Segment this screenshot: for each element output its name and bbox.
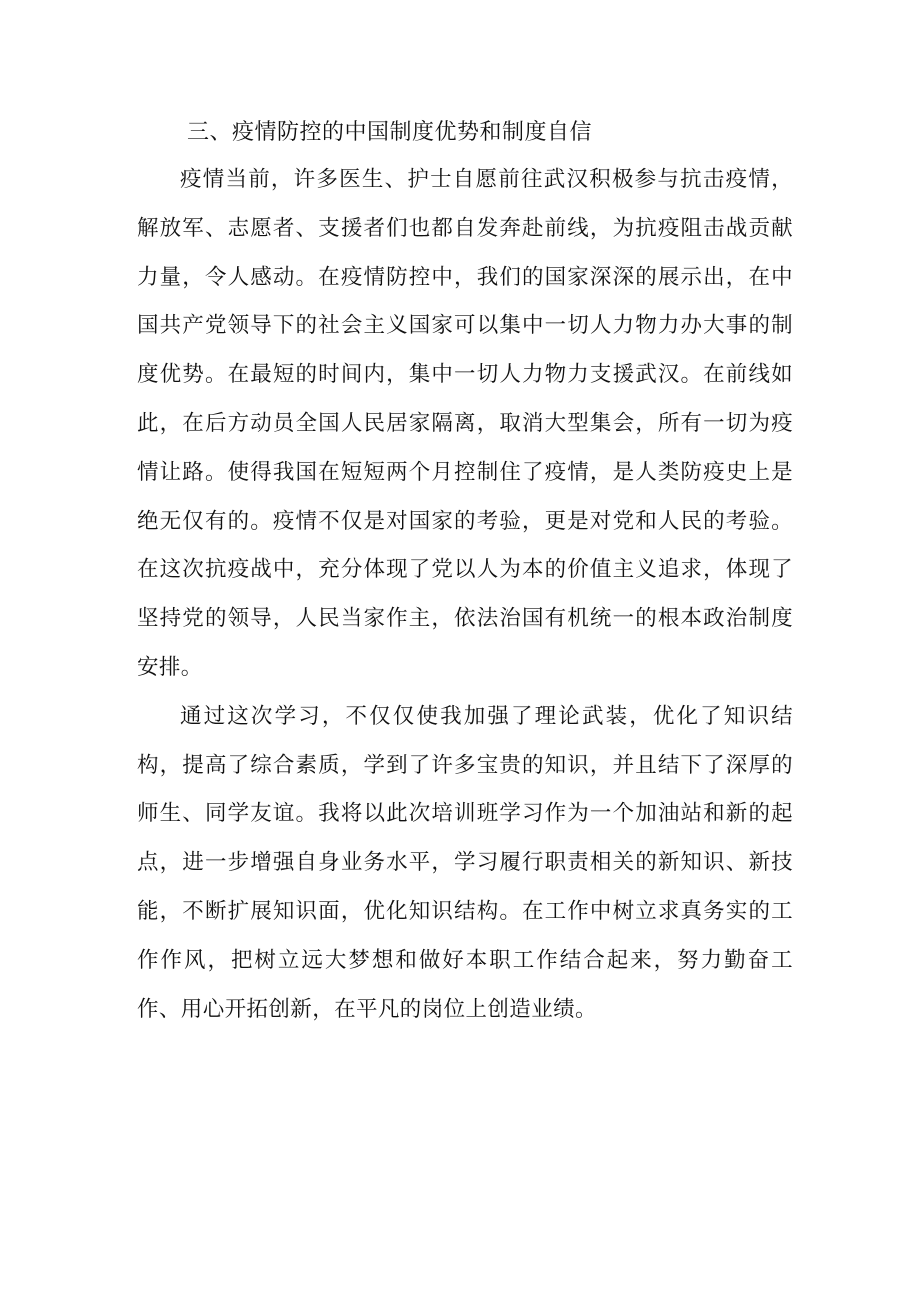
paragraph-study-reflection: 通过这次学习，不仅仅使我加强了理论武装，优化了知识结构，提高了综合素质，学到了许多宝贵的知识，并且结下了深厚的师生、同学友谊。我将以此次培训班学习作为一个加油站和新的起点，进一步增强自身业务水平，学习履行职责相关的新知识、新技能，不断扩展知识面，优化知识结构。在工作中树立求真务实的工作作风，把树立远大梦想和做好本职工作结合起来，努力勤奋工作、用心开拓创新，在平凡的岗位上创造业绩。 xyxy=(137,703,793,1022)
section-heading: 三、疫情防控的中国制度优势和制度自信 xyxy=(187,120,593,145)
paragraph-epidemic-system-advantage: 疫情当前，许多医生、护士自愿前往武汉积极参与抗击疫情，解放军、志愿者、支援者们也都自发奔赴前线，为抗疫阻击战贡献力量，令人感动。在疫情防控中，我们的国家深深的展示出，在中国共产党领导下的社会主义国家可以集中一切人力物力办大事的制度优势。在最短的时间内，集中一切人力物力支援武汉。在前线如此，在后方动员全国人民居家隔离，取消大型集会，所有一切为疫情让路。使得我国在短短两个月控制住了疫情，是人类防疫史上是绝无仅有的。疫情不仅是对国家的考验，更是对党和人民的考验。在这次抗疫战中，充分体现了党以人为本的价值主义追求，体现了坚持党的领导，人民当家作主，依法治国有机统一的根本政治制度安排。 xyxy=(137,167,793,680)
document-body xyxy=(137,110,793,1034)
